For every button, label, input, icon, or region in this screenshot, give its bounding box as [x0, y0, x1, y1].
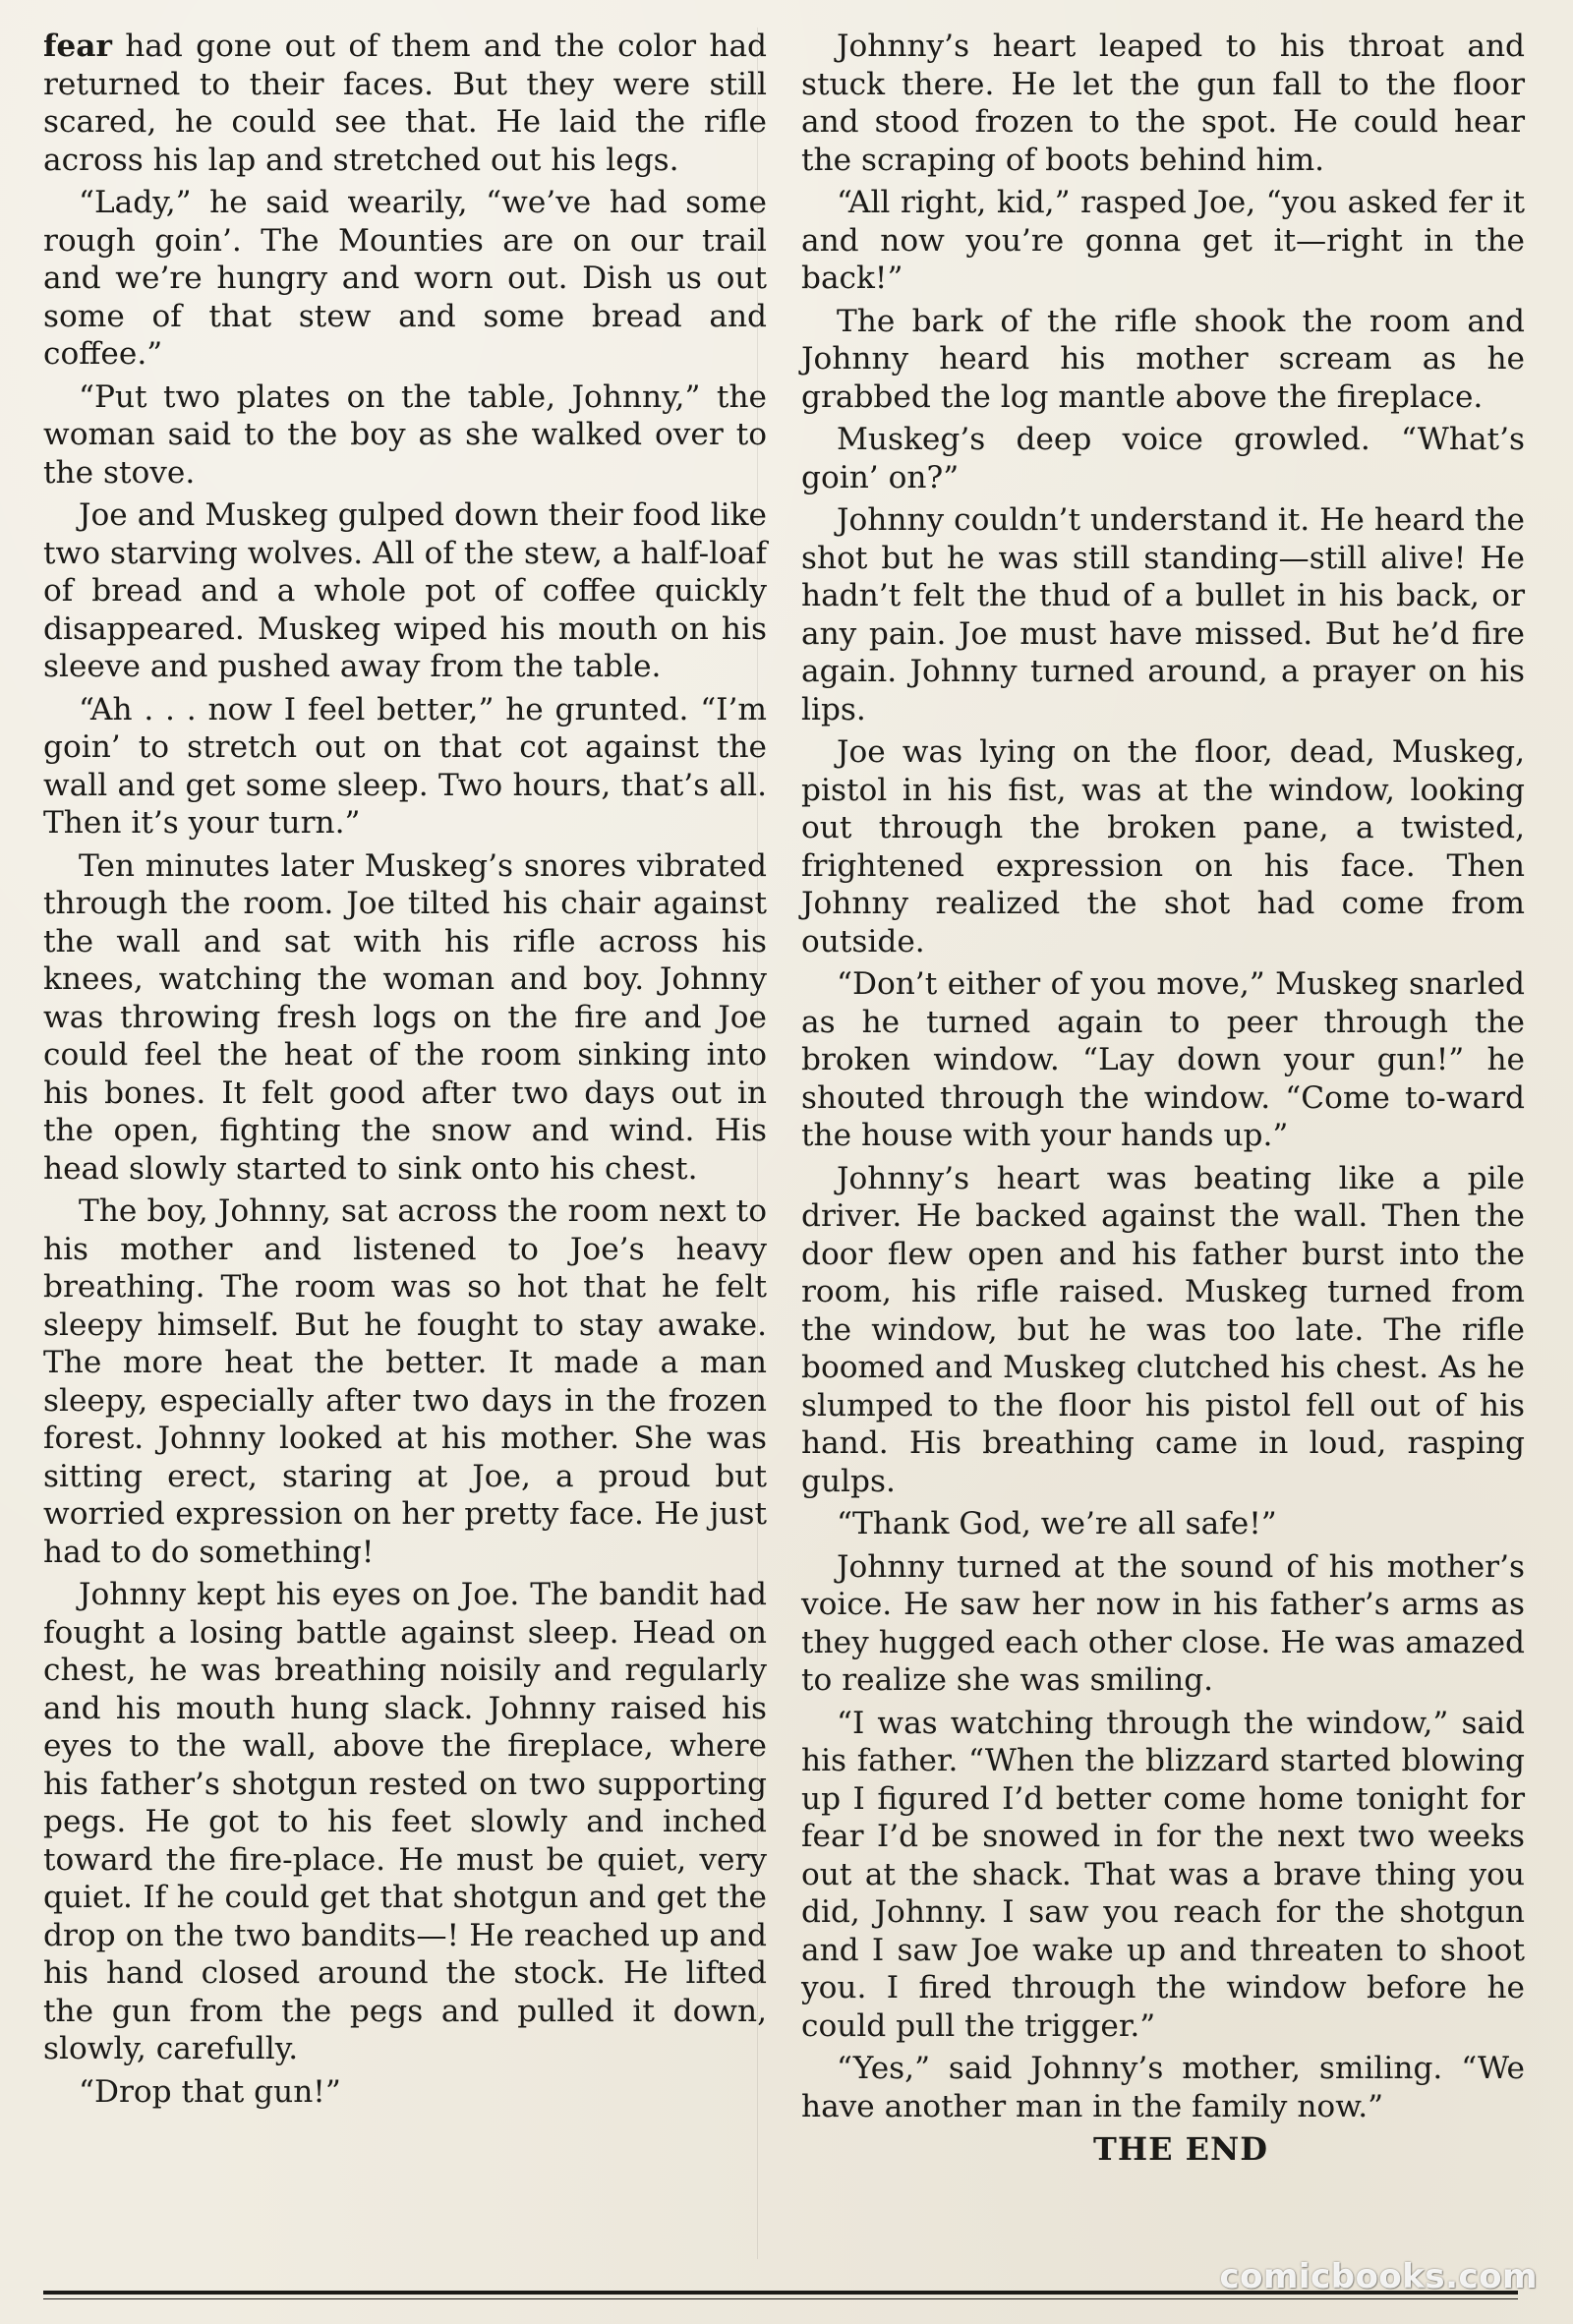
paragraph: “Thank God, we’re all safe!” [837, 1506, 1277, 1541]
paragraph: “Don’t either of you move,” Muskeg snarled as he turned again to peer through the broken window. “Lay down your gun!” he shouted through the window. “Come to-ward the house with your hands up.” [801, 966, 1525, 1153]
site-watermark: comicbooks.com [1219, 2257, 1538, 2296]
paragraph [43, 28, 767, 179]
paragraph: Ten minutes later Muskeg’s snores vibrated through the room. Joe tilted his chair against the wall and sat with his rifle across his knees, watching the woman and boy. Johnny was throwing fresh logs on the fire and Joe could feel the heat of the room sinking into his bones. It felt good after two days out in the open, fighting the snow and wind. His head slowly started to sink onto his chest. [43, 847, 767, 1187]
paragraph: Johnny kept his eyes on Joe. The bandit had fought a losing battle against sleep. Head on chest, he was breathing noisily and regularly and his mouth hung slack. Johnny raised his eyes to the wall, above the fireplace, where his father’s shotgun rested on two supporting pegs. He got to his feet slowly and inched toward the fire-place. He must be quiet, very quiet. If he could get that shotgun and get the drop on the two bandits—! He reached up and his hand closed around the stock. He lifted the gun from the pegs and pulled it down, slowly, carefully. [43, 1577, 767, 2066]
lead-word: fear [43, 29, 112, 64]
paragraph: Joe and Muskeg gulped down their food like two starving wolves. All of the stew, a half-loaf of bread and a whole pot of coffee quickly disappeared. Muskeg wiped his mouth on his sleeve and pushed away from the table. [43, 497, 767, 684]
paragraph: “I was watching through the window,” said his father. “When the blizzard started blowing up I figured I’d better come home tonight for fear I’d be snowed in for the next two weeks out at the shack. That was a brave thing you did, Johnny. I saw you reach for the shotgun and I saw Joe wake up and threaten to shoot you. I fired through the window before he could pull the trigger.” [801, 1705, 1525, 2044]
paragraph: Johnny’s heart leaped to his throat and stuck there. He let the gun fall to the floor and stood frozen to the spot. He could hear the scraping of boots behind him. [801, 29, 1525, 178]
column-gutter [757, 28, 758, 2259]
paragraph: The bark of the rifle shook the room and Johnny heard his mother scream as he grabbed the log mantle above the fireplace. [801, 303, 1525, 415]
bottom-rule-thin [43, 2298, 1518, 2299]
paragraph: Johnny’s heart was beating like a pile driver. He backed against the wall. Then the door flew open and his father burst into the room, his rifle raised. Muskeg turned from the window, but he was too late. The rifle boomed and Muskeg clutched his chest. As he slumped to the floor his pistol fell out of his hand. His breathing came in loud, rasping gulps. [801, 1160, 1525, 1499]
paragraph: “Ah . . . now I feel better,” he grunted. “I’m goin’ to stretch out on that cot against the wall and get some sleep. Two hours, that’s all. Then it’s your turn.” [43, 691, 767, 841]
paragraph-text: had gone out of them and the color had returned to their faces. But they were still scared, he could see that. He laid the rifle across his lap and stretched out his legs. [43, 29, 767, 178]
right-text-column [801, 28, 1525, 2174]
paragraph: “All right, kid,” rasped Joe, “you asked fer it and now you’re gonna get it—right in the back!” [801, 185, 1525, 296]
left-text-column [43, 28, 767, 2116]
paragraph: The boy, Johnny, sat across the room next to his mother and listened to Joe’s heavy breathing. The room was so hot that he felt sleepy himself. But he fought to stay awake. The more heat the better. It made a man sleepy, especially after two days in the frozen forest. Johnny looked at his mother. She was sitting erect, staring at Joe, a proud but worried expression on her pretty face. He just had to do something! [43, 1193, 767, 1570]
paragraph: Muskeg’s deep voice growled. “What’s goin’ on?” [801, 422, 1525, 495]
paragraph: “Drop that gun!” [79, 2073, 341, 2110]
the-end-label: THE END [1093, 2130, 1268, 2168]
paragraph: “Yes,” said Johnny’s mother, smiling. “We have another man in the family now.” [801, 2051, 1525, 2124]
paragraph: “Put two plates on the table, Johnny,” the woman said to the boy as she walked over to the stove. [43, 378, 767, 491]
paragraph: Johnny turned at the sound of his mother’s voice. He saw her now in his father’s arms as they hugged each other close. He was amazed to realize she was smiling. [801, 1548, 1525, 1698]
paragraph: Johnny couldn’t understand it. He heard the shot but he was still standing—still alive! He hadn’t felt the thud of a bullet in his back, or any pain. Joe must have missed. But he’d fire again. Johnny turned around, a prayer on his lips. [801, 502, 1525, 727]
paragraph: Joe was lying on the floor, dead, Muskeg, pistol in his fist, was at the window, looking out through the broken pane, a twisted, frightened expression on his face. Then Johnny realized the shot had come from outside. [801, 734, 1525, 959]
paragraph: “Lady,” he said wearily, “we’ve had some rough goin’. The Mounties are on our trail and we’re hungry and worn out. Dish us out some of that stew and some bread and coffee.” [43, 185, 767, 372]
